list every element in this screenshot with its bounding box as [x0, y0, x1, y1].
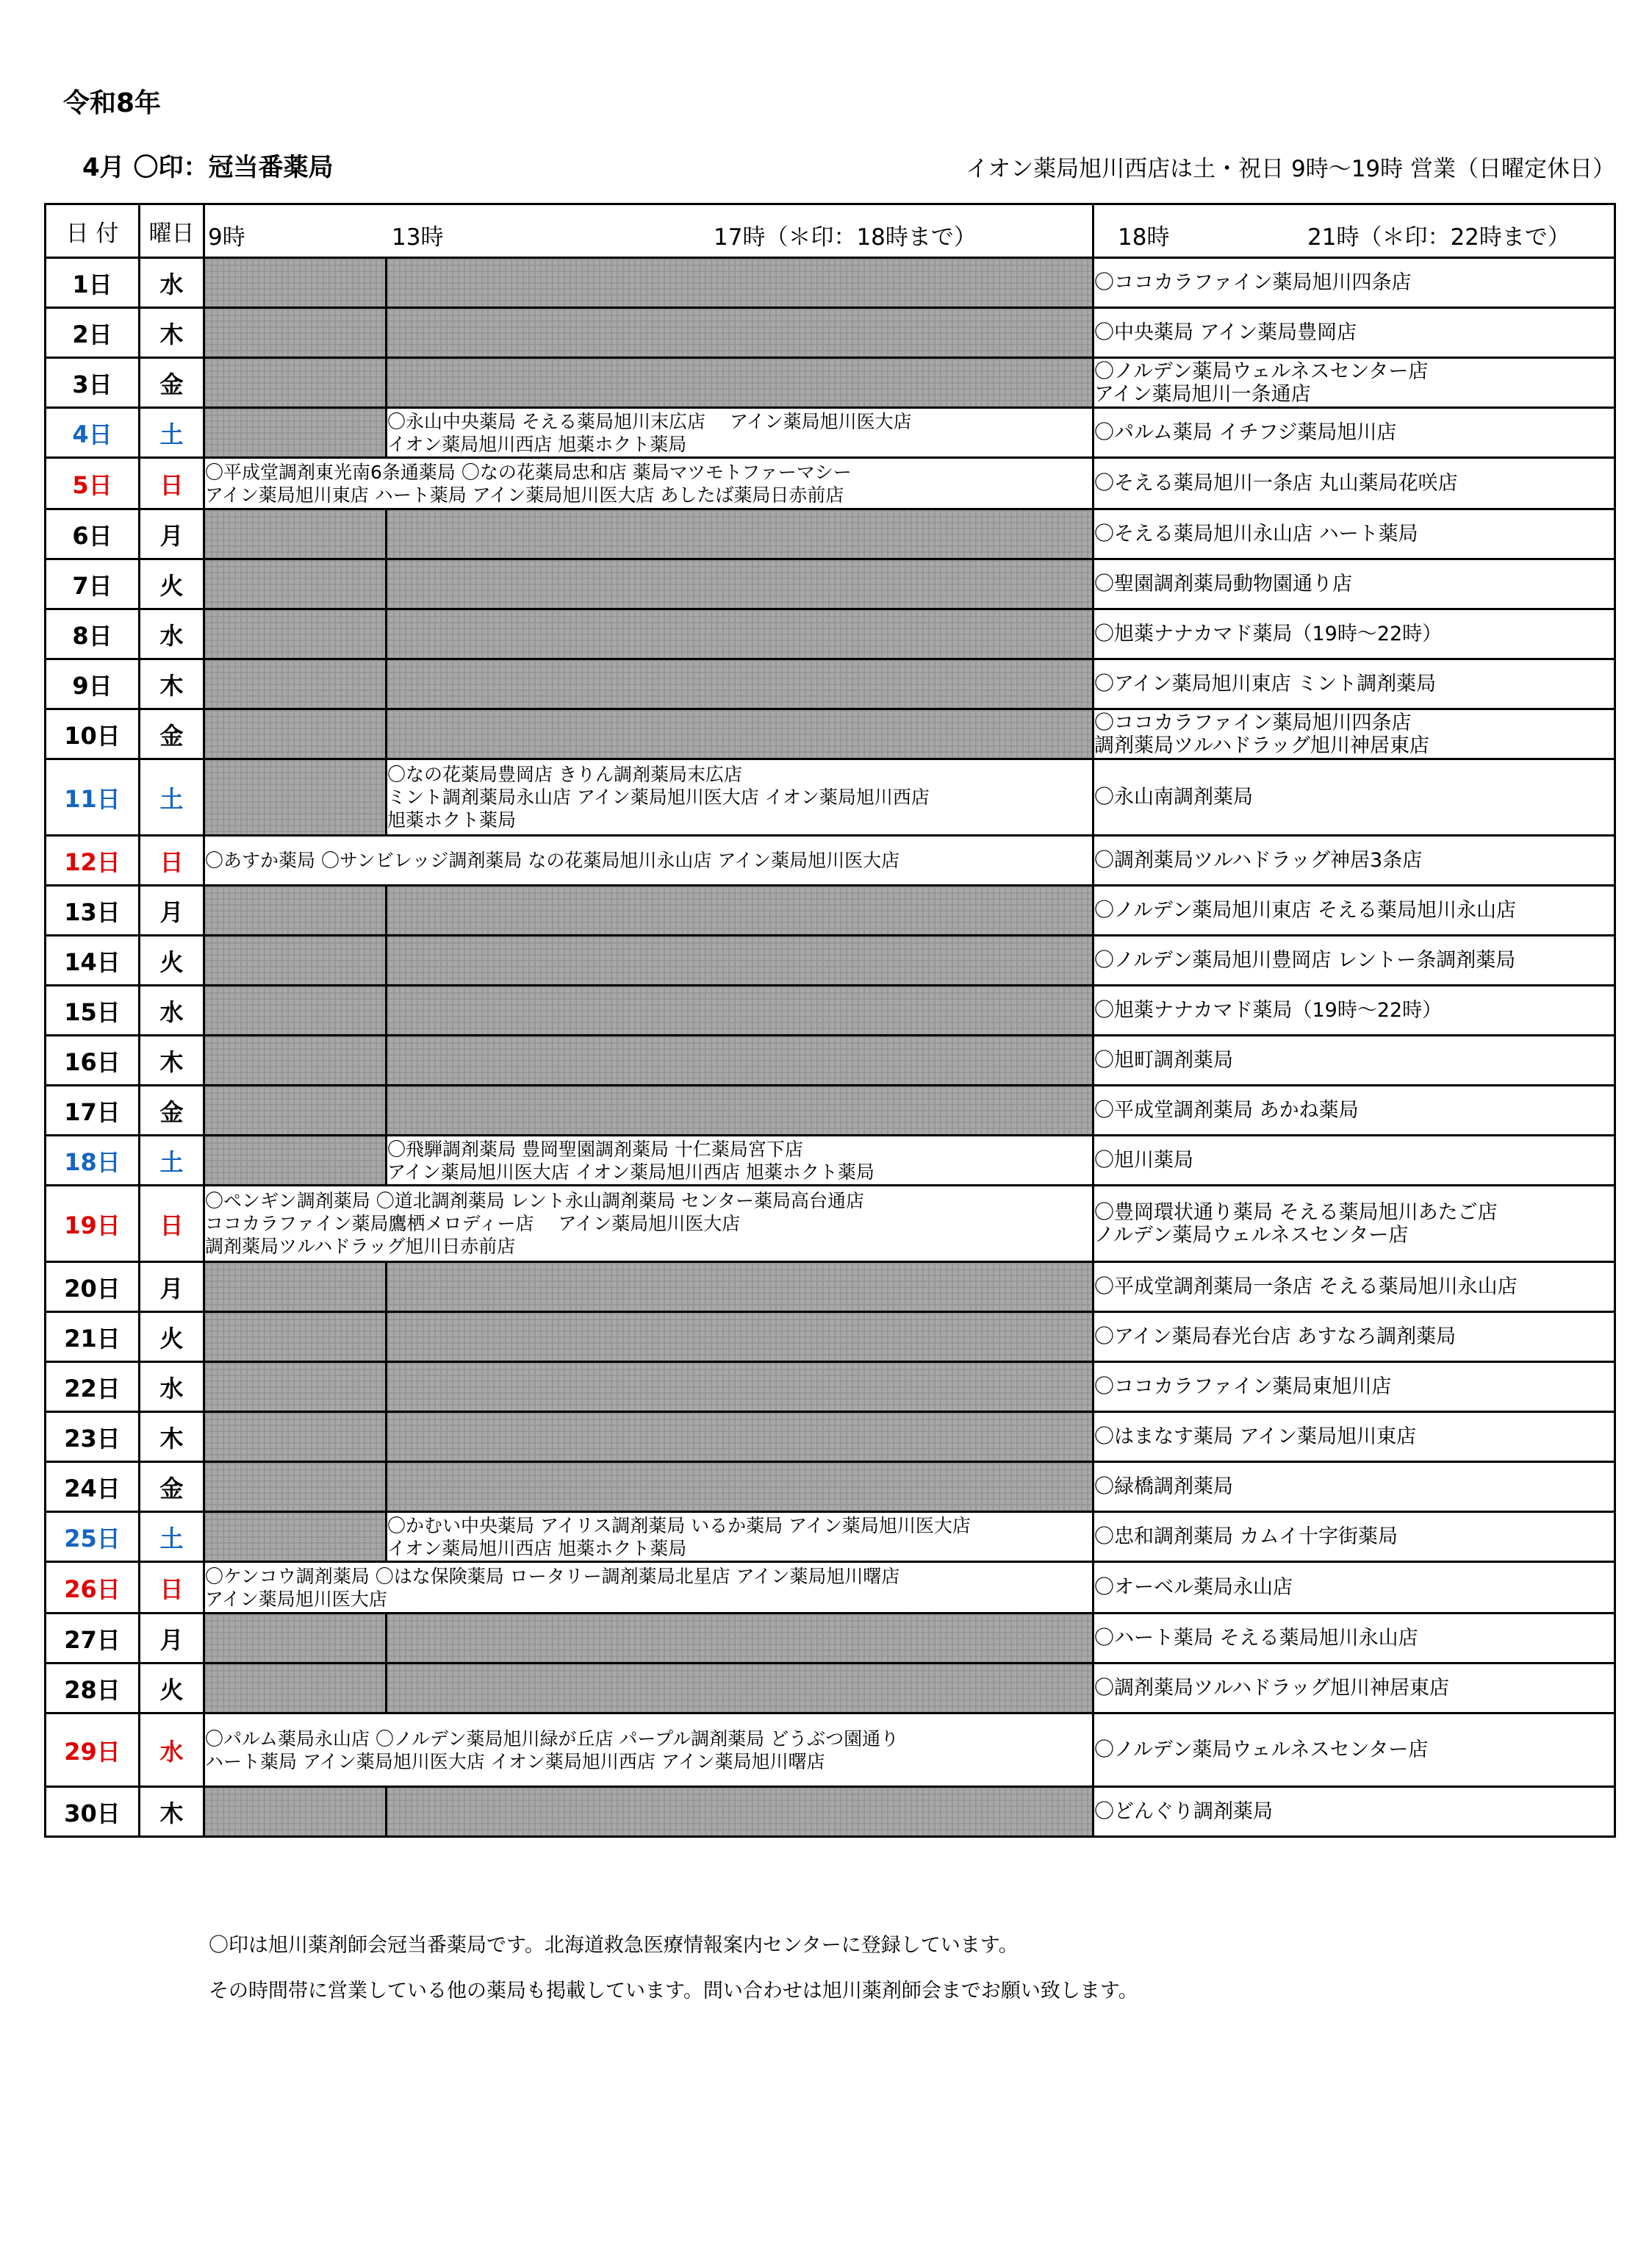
table-row [46, 1713, 1615, 1787]
closed-afternoon-cell [387, 1787, 1093, 1837]
evening-pharmacies [1093, 408, 1615, 458]
closed-afternoon-cell [387, 609, 1093, 659]
weekday-cell: 日 [140, 836, 204, 886]
weekday-cell: 土 [140, 1136, 204, 1186]
date-cell: 30日 [46, 1787, 140, 1837]
date-cell: 4日 [46, 408, 140, 458]
closed-afternoon-cell [387, 1362, 1093, 1412]
date-cell: 8日 [46, 609, 140, 659]
weekday-cell: 金 [140, 709, 204, 759]
closed-afternoon-cell [387, 258, 1093, 308]
closed-morning-cell [204, 659, 387, 709]
pharmacy-line: 〇どんぐり調剤薬局 [1094, 1800, 1273, 1823]
table-row [46, 1086, 1615, 1136]
daytime-pharmacies [204, 1186, 1093, 1262]
weekday-cell: 火 [140, 1663, 204, 1713]
closed-morning-cell [204, 1663, 387, 1713]
weekday-cell: 水 [140, 258, 204, 308]
table-row [46, 1663, 1615, 1713]
weekday-cell: 土 [140, 408, 204, 458]
pharmacy-line: 〇ノルデン薬局ウェルネスセンター店 [1094, 359, 1429, 383]
weekday-cell: 土 [140, 1512, 204, 1562]
evening-pharmacies [1093, 709, 1615, 759]
table-row [46, 836, 1615, 886]
header-21h: 21時（＊印：22時まで） [1307, 224, 1570, 251]
pharmacy-line: 〇旭薬ナナカマド薬局（19時～22時） [1094, 623, 1443, 645]
evening-pharmacies [1093, 1312, 1615, 1362]
pharmacy-line: 〇ココカラファイン薬局旭川四条店 [1094, 711, 1412, 734]
table-row [46, 458, 1615, 509]
weekday-cell: 月 [140, 1262, 204, 1312]
evening-pharmacies [1093, 1562, 1615, 1614]
pharmacy-line: 〇平成堂調剤薬局 あかね薬局 [1094, 1099, 1359, 1122]
weekday-cell: 火 [140, 1312, 204, 1362]
pharmacy-line: ココカラファイン薬局鷹栖メロディー店 アイン薬局旭川医大店 [205, 1213, 741, 1234]
weekday-cell: 日 [140, 1562, 204, 1614]
evening-pharmacies [1093, 659, 1615, 709]
table-row [46, 559, 1615, 609]
pharmacy-line: 〇あすか薬局 〇サンビレッジ調剤薬局 なの花薬局旭川永山店 アイン薬局旭川医大店 [205, 850, 900, 871]
weekday-cell: 金 [140, 1086, 204, 1136]
afternoon-pharmacies [387, 759, 1093, 836]
closed-morning-cell [204, 1136, 387, 1186]
date-cell: 27日 [46, 1614, 140, 1663]
date-cell: 11日 [46, 759, 140, 836]
date-cell: 6日 [46, 509, 140, 559]
weekday-cell: 水 [140, 1362, 204, 1412]
closed-afternoon-cell [387, 509, 1093, 559]
date-cell: 25日 [46, 1512, 140, 1562]
evening-pharmacies [1093, 1362, 1615, 1412]
date-cell: 20日 [46, 1262, 140, 1312]
evening-pharmacies [1093, 1186, 1615, 1262]
closed-morning-cell [204, 559, 387, 609]
header-date: 日 付 [46, 204, 140, 258]
closed-morning-cell [204, 609, 387, 659]
pharmacy-line: 〇ペンギン調剤薬局 〇道北調剤薬局 レント永山調剤薬局 センター薬局高台通店 [205, 1190, 864, 1211]
table-header-row [46, 204, 1615, 258]
daytime-pharmacies [204, 1562, 1093, 1614]
pharmacy-line: 〇平成堂調剤薬局一条店 そえる薬局旭川永山店 [1094, 1275, 1518, 1298]
date-cell: 13日 [46, 886, 140, 936]
closed-morning-cell [204, 1462, 387, 1512]
closed-morning-cell [204, 886, 387, 936]
closed-morning-cell [204, 1312, 387, 1362]
table-row [46, 1787, 1615, 1837]
pharmacy-line: 〇緑橋調剤薬局 [1094, 1475, 1233, 1498]
closed-afternoon-cell [387, 986, 1093, 1036]
weekday-cell: 日 [140, 1186, 204, 1262]
pharmacy-line: アイン薬局旭川一条通店 [1094, 382, 1311, 406]
pharmacy-line: イオン薬局旭川西店 旭薬ホクト薬局 [387, 1537, 687, 1559]
evening-pharmacies [1093, 1412, 1615, 1462]
header-9h: 9時 [208, 224, 245, 251]
pharmacy-line: 〇永山南調剤薬局 [1094, 786, 1253, 809]
evening-pharmacies [1093, 836, 1615, 886]
afternoon-pharmacies [387, 408, 1093, 458]
header-daytime [204, 204, 1093, 258]
afternoon-pharmacies [387, 1136, 1093, 1186]
daytime-pharmacies [204, 836, 1093, 886]
table-row [46, 308, 1615, 358]
evening-pharmacies [1093, 1136, 1615, 1186]
closed-afternoon-cell [387, 1412, 1093, 1462]
table-row [46, 1462, 1615, 1512]
closed-afternoon-cell [387, 1663, 1093, 1713]
date-cell: 10日 [46, 709, 140, 759]
evening-pharmacies [1093, 609, 1615, 659]
pharmacy-line: 〇パルム薬局 イチフジ薬局旭川店 [1094, 421, 1397, 444]
table-row [46, 1562, 1615, 1614]
table-row [46, 1262, 1615, 1312]
evening-pharmacies [1093, 1787, 1615, 1837]
header-13h: 13時 [392, 224, 444, 251]
pharmacy-line: 〇中央薬局 アイン薬局豊岡店 [1094, 321, 1357, 344]
table-row [46, 886, 1615, 936]
pharmacy-line: 〇オーベル薬局永山店 [1094, 1576, 1293, 1599]
header-dow: 曜日 [140, 204, 204, 258]
evening-pharmacies [1093, 1713, 1615, 1787]
evening-pharmacies [1093, 1663, 1615, 1713]
date-cell: 16日 [46, 1036, 140, 1086]
table-row [46, 1362, 1615, 1412]
pharmacy-line: 〇ノルデン薬局旭川豊岡店 レントー条調剤薬局 [1094, 949, 1516, 972]
closed-afternoon-cell [387, 559, 1093, 609]
schedule-body [46, 258, 1615, 1837]
evening-pharmacies [1093, 886, 1615, 936]
date-cell: 18日 [46, 1136, 140, 1186]
pharmacy-line: アイン薬局旭川東店 ハート薬局 アイン薬局旭川医大店 あしたば薬局日赤前店 [205, 484, 844, 506]
pharmacy-line: 〇旭薬ナナカマド薬局（19時～22時） [1094, 999, 1443, 1022]
daytime-pharmacies [204, 458, 1093, 509]
evening-pharmacies [1093, 1512, 1615, 1562]
pharmacy-line: 調剤薬局ツルハドラッグ旭川日赤前店 [205, 1236, 516, 1257]
date-cell: 29日 [46, 1713, 140, 1787]
weekday-cell: 木 [140, 1036, 204, 1086]
weekday-cell: 火 [140, 559, 204, 609]
closed-morning-cell [204, 408, 387, 458]
closed-morning-cell [204, 936, 387, 986]
pharmacy-line: 〇かむい中央薬局 アイリス調剤薬局 いるか薬局 アイン薬局旭川医大店 [387, 1514, 971, 1536]
table-row [46, 1614, 1615, 1663]
date-cell: 2日 [46, 308, 140, 358]
table-row [46, 1412, 1615, 1462]
pharmacy-line: アイン薬局旭川医大店 イオン薬局旭川西店 旭薬ホクト薬局 [387, 1161, 875, 1183]
date-cell: 22日 [46, 1362, 140, 1412]
pharmacy-line: 〇旭町調剤薬局 [1094, 1049, 1233, 1072]
date-cell: 21日 [46, 1312, 140, 1362]
date-cell: 12日 [46, 836, 140, 886]
pharmacy-line: 〇調剤薬局ツルハドラッグ旭川神居東店 [1094, 1677, 1450, 1700]
closed-afternoon-cell [387, 659, 1093, 709]
daytime-pharmacies [204, 1713, 1093, 1787]
table-row [46, 408, 1615, 458]
closed-morning-cell [204, 509, 387, 559]
pharmacy-line: 〇忠和調剤薬局 カムイ十字街薬局 [1094, 1525, 1398, 1548]
date-cell: 5日 [46, 458, 140, 509]
date-cell: 26日 [46, 1562, 140, 1614]
evening-pharmacies [1093, 1086, 1615, 1136]
pharmacy-line: 〇調剤薬局ツルハドラッグ神居3条店 [1094, 849, 1423, 872]
closed-morning-cell [204, 358, 387, 408]
weekday-cell: 月 [140, 509, 204, 559]
table-row [46, 358, 1615, 408]
header-17h: 17時（＊印：18時まで） [714, 224, 977, 251]
pharmacy-line: 〇ハート薬局 そえる薬局旭川永山店 [1094, 1627, 1418, 1650]
pharmacy-line: 〇そえる薬局旭川一条店 丸山薬局花咲店 [1094, 472, 1458, 495]
pharmacy-line: 〇ノルデン薬局旭川東店 そえる薬局旭川永山店 [1094, 899, 1516, 922]
pharmacy-line: イオン薬局旭川西店 旭薬ホクト薬局 [387, 433, 687, 455]
evening-pharmacies [1093, 458, 1615, 509]
evening-pharmacies [1093, 559, 1615, 609]
closed-afternoon-cell [387, 1262, 1093, 1312]
table-row [46, 709, 1615, 759]
pharmacy-line: ノルデン薬局ウェルネスセンター店 [1094, 1223, 1409, 1247]
closed-morning-cell [204, 1787, 387, 1837]
weekday-cell: 月 [140, 886, 204, 936]
pharmacy-line: 〇ココカラファイン薬局東旭川店 [1094, 1375, 1392, 1398]
afternoon-pharmacies [387, 1512, 1093, 1562]
closed-morning-cell [204, 1262, 387, 1312]
table-row [46, 258, 1615, 308]
closed-morning-cell [204, 1362, 387, 1412]
weekday-cell: 木 [140, 1412, 204, 1462]
closed-afternoon-cell [387, 1614, 1093, 1663]
table-row [46, 986, 1615, 1036]
closed-afternoon-cell [387, 1462, 1093, 1512]
closed-afternoon-cell [387, 936, 1093, 986]
evening-pharmacies [1093, 258, 1615, 308]
table-row [46, 1512, 1615, 1562]
date-cell: 15日 [46, 986, 140, 1036]
pharmacy-line: 〇聖園調剤薬局動物園通り店 [1094, 573, 1352, 595]
pharmacy-line: 〇永山中央薬局 そえる薬局旭川末広店 アイン薬局旭川医大店 [387, 410, 912, 432]
pharmacy-line: 〇そえる薬局旭川永山店 ハート薬局 [1094, 523, 1418, 545]
pharmacy-line: ミント調剤薬局永山店 アイン薬局旭川医大店 イオン薬局旭川西店 [387, 787, 930, 808]
pharmacy-line: 〇飛騨調剤薬局 豊岡聖園調剤薬局 十仁薬局宮下店 [387, 1138, 803, 1160]
closed-afternoon-cell [387, 1036, 1093, 1086]
closed-afternoon-cell [387, 1086, 1093, 1136]
evening-pharmacies [1093, 1462, 1615, 1512]
closed-morning-cell [204, 986, 387, 1036]
date-cell: 24日 [46, 1462, 140, 1512]
table-row [46, 759, 1615, 836]
closed-morning-cell [204, 1036, 387, 1086]
pharmacy-line: 〇ケンコウ調剤薬局 〇はな保険薬局 ロータリー調剤薬局北星店 アイン薬局旭川曙店 [205, 1565, 900, 1587]
pharmacy-line: 〇はまなす薬局 アイン薬局旭川東店 [1094, 1425, 1417, 1448]
pharmacy-line: 〇なの花薬局豊岡店 きりん調剤薬局末広店 [387, 764, 742, 785]
weekday-cell: 土 [140, 759, 204, 836]
pharmacy-line: 〇豊岡環状通り薬局 そえる薬局旭川あたご店 [1094, 1200, 1498, 1224]
table-row [46, 936, 1615, 986]
closed-morning-cell [204, 308, 387, 358]
date-cell: 14日 [46, 936, 140, 986]
store-notice: イオン薬局旭川西店は土・祝日 9時～19時 営業（日曜定休日） [966, 156, 1615, 182]
era-year: 令和8年 [63, 88, 162, 118]
date-cell: 1日 [46, 258, 140, 308]
date-cell: 7日 [46, 559, 140, 609]
closed-afternoon-cell [387, 1312, 1093, 1362]
evening-pharmacies [1093, 986, 1615, 1036]
footer-note-1: 〇印は旭川薬剤師会冠当番薬局です。北海道救急医療情報案内センターに登録しています。 [209, 1934, 1019, 1957]
pharmacy-line: 〇ココカラファイン薬局旭川四条店 [1094, 271, 1412, 294]
date-cell: 19日 [46, 1186, 140, 1262]
table-row [46, 509, 1615, 559]
weekday-cell: 火 [140, 936, 204, 986]
evening-pharmacies [1093, 1262, 1615, 1312]
table-row [46, 1036, 1615, 1086]
pharmacy-line: 〇ノルデン薬局ウェルネスセンター店 [1094, 1738, 1429, 1761]
table-row [46, 659, 1615, 709]
table-row [46, 609, 1615, 659]
date-cell: 28日 [46, 1663, 140, 1713]
evening-pharmacies [1093, 509, 1615, 559]
month-legend: 4月 〇印：冠当番薬局 [82, 153, 334, 182]
closed-morning-cell [204, 759, 387, 836]
weekday-cell: 金 [140, 1462, 204, 1512]
closed-morning-cell [204, 1614, 387, 1663]
weekday-cell: 木 [140, 308, 204, 358]
footer-note-2: その時間帯に営業している他の薬局も掲載しています。問い合わせは旭川薬剤師会までお願い致します。 [209, 1980, 1138, 2002]
evening-pharmacies [1093, 358, 1615, 408]
evening-pharmacies [1093, 759, 1615, 836]
weekday-cell: 木 [140, 1787, 204, 1837]
pharmacy-line: 旭薬ホクト薬局 [387, 809, 517, 831]
closed-morning-cell [204, 1512, 387, 1562]
date-cell: 9日 [46, 659, 140, 709]
closed-afternoon-cell [387, 358, 1093, 408]
closed-morning-cell [204, 258, 387, 308]
pharmacy-line: アイン薬局旭川医大店 [205, 1588, 387, 1610]
pharmacy-line: 〇旭川薬局 [1094, 1149, 1193, 1172]
header-18h: 18時 [1118, 224, 1170, 251]
evening-pharmacies [1093, 936, 1615, 986]
pharmacy-line: 〇平成堂調剤東光南6条通薬局 〇なの花薬局忠和店 薬局マツモトファーマシー [205, 461, 852, 483]
weekday-cell: 日 [140, 458, 204, 509]
date-cell: 17日 [46, 1086, 140, 1136]
pharmacy-line: 〇アイン薬局旭川東店 ミント調剤薬局 [1094, 673, 1437, 695]
evening-pharmacies [1093, 1614, 1615, 1663]
closed-afternoon-cell [387, 709, 1093, 759]
closed-morning-cell [204, 709, 387, 759]
weekday-cell: 水 [140, 1713, 204, 1787]
header-evening [1093, 204, 1615, 258]
evening-pharmacies [1093, 1036, 1615, 1086]
pharmacy-schedule-table [44, 203, 1616, 1838]
weekday-cell: 水 [140, 986, 204, 1036]
closed-afternoon-cell [387, 308, 1093, 358]
table-row [46, 1136, 1615, 1186]
pharmacy-line: ハート薬局 アイン薬局旭川医大店 イオン薬局旭川西店 アイン薬局旭川曙店 [205, 1750, 825, 1772]
table-row [46, 1186, 1615, 1262]
weekday-cell: 月 [140, 1614, 204, 1663]
closed-morning-cell [204, 1086, 387, 1136]
weekday-cell: 水 [140, 609, 204, 659]
closed-morning-cell [204, 1412, 387, 1462]
pharmacy-line: 〇アイン薬局春光台店 あすなろ調剤薬局 [1094, 1325, 1457, 1348]
evening-pharmacies [1093, 308, 1615, 358]
date-cell: 23日 [46, 1412, 140, 1462]
closed-afternoon-cell [387, 886, 1093, 936]
pharmacy-line: 〇パルム薬局永山店 〇ノルデン薬局旭川緑が丘店 パープル調剤薬局 どうぶつ園通り [205, 1727, 899, 1750]
weekday-cell: 木 [140, 659, 204, 709]
weekday-cell: 金 [140, 358, 204, 408]
pharmacy-line: 調剤薬局ツルハドラッグ旭川神居東店 [1094, 734, 1430, 757]
table-row [46, 1312, 1615, 1362]
date-cell: 3日 [46, 358, 140, 408]
